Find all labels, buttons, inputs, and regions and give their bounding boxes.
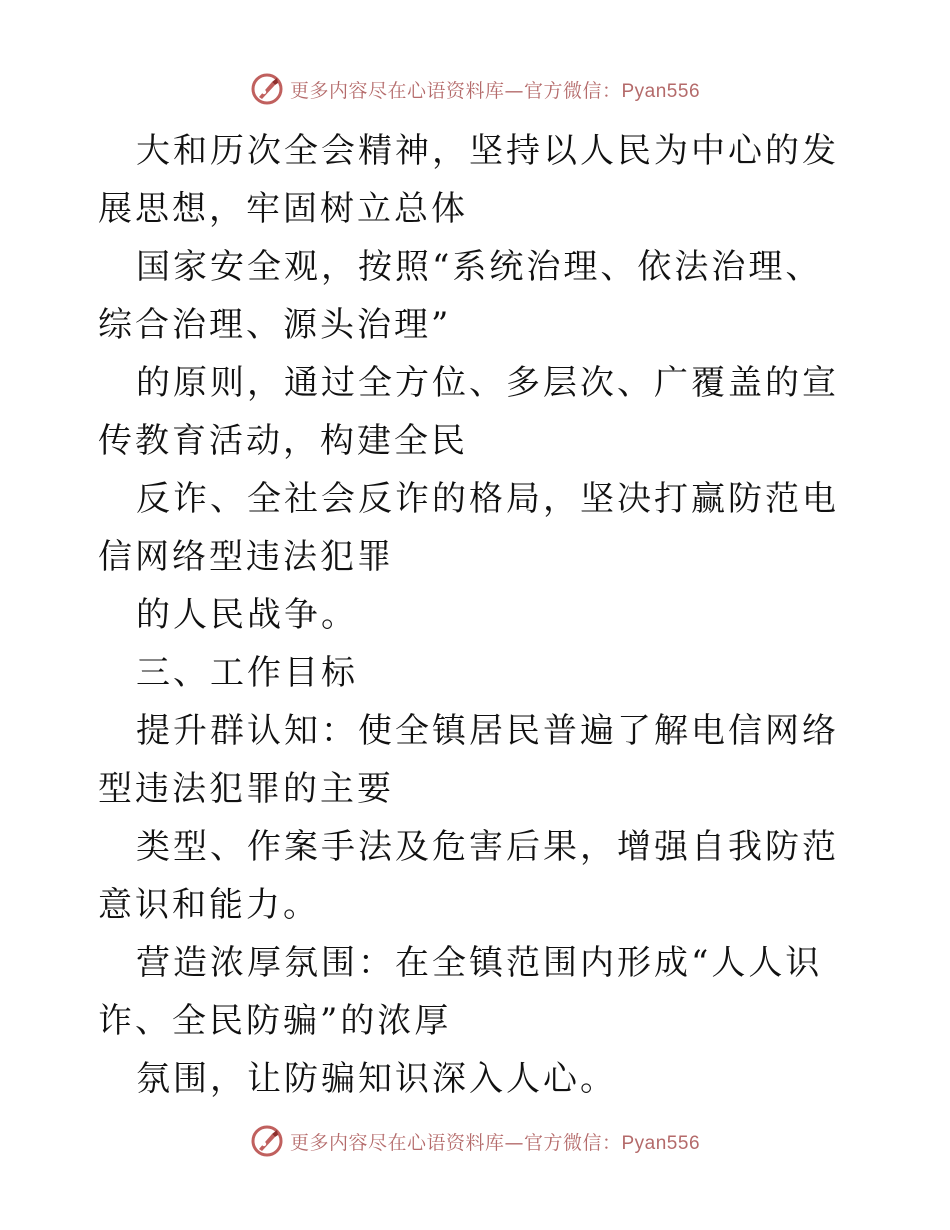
footer-watermark xyxy=(0,1124,950,1158)
paragraph: 的人民战争。 xyxy=(136,595,358,635)
paragraph: 大和历次全会精神，坚持以人民为中心的发展思想，牢固树立总体 xyxy=(98,131,839,229)
paragraph: 的原则，通过全方位、多层次、广覆盖的宣传教育活动，构建全民 xyxy=(98,363,839,461)
watermark-text: 更多内容尽在心语资料库—官方微信：Pyan556 xyxy=(289,79,701,102)
body-text xyxy=(98,122,858,1108)
pen-logo-icon xyxy=(250,1124,284,1158)
paragraph: 反诈、全社会反诈的格局，坚决打赢防范电信网络型违法犯罪 xyxy=(98,479,839,577)
paragraph: 提升群认知：使全镇居民普遍了解电信网络型违法犯罪的主要 xyxy=(98,711,839,809)
paragraph: 类型、作案手法及危害后果，增强自我防范意识和能力。 xyxy=(98,827,839,925)
paragraph: 氛围，让防骗知识深入人心。 xyxy=(136,1059,617,1099)
header-watermark xyxy=(0,72,950,106)
section-heading: 三、工作目标 xyxy=(136,653,358,693)
paragraph: 营造浓厚氛围：在全镇范围内形成“人人识诈、全民防骗”的浓厚 xyxy=(98,943,823,1041)
pen-logo-icon xyxy=(250,72,284,106)
watermark-text: 更多内容尽在心语资料库—官方微信：Pyan556 xyxy=(289,1131,701,1154)
paragraph: 国家安全观，按照“系统治理、依法治理、综合治理、源头治理” xyxy=(98,247,823,345)
